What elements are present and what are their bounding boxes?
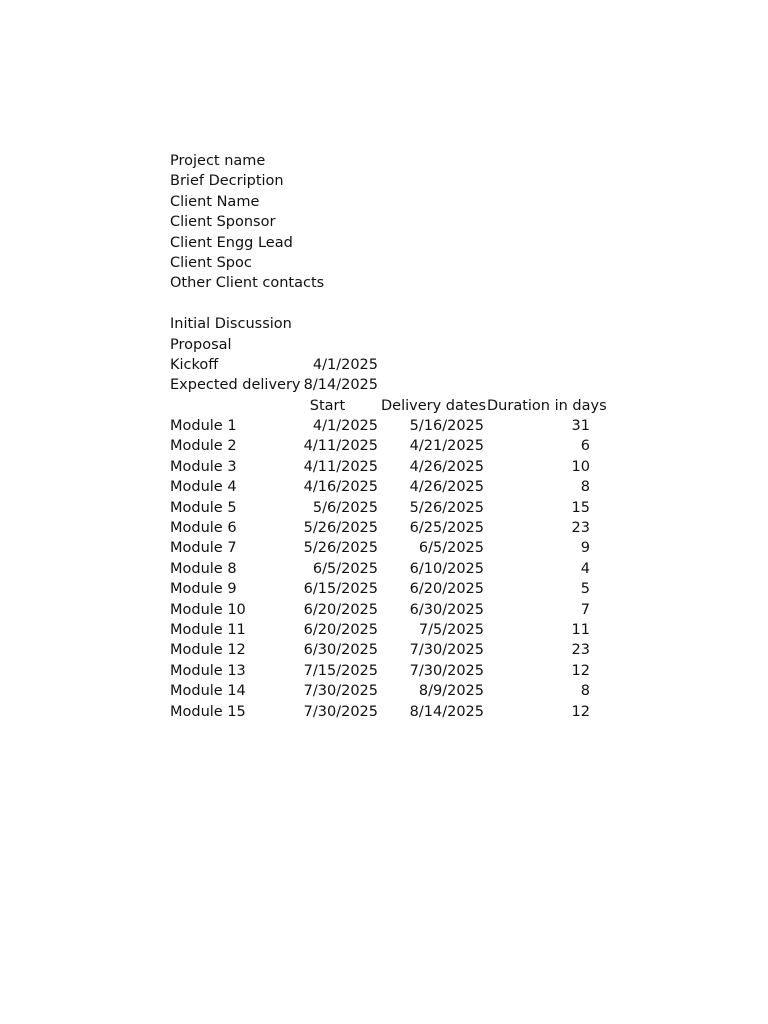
start-date: 6/30/2025 <box>303 642 378 659</box>
delivery-date: 6/30/2025 <box>409 601 484 618</box>
table-row <box>170 600 592 620</box>
duration-days: 12 <box>571 662 590 679</box>
table-row <box>170 518 592 538</box>
field-label: Client Name <box>170 193 260 210</box>
table-row <box>170 681 592 701</box>
start-date: 7/30/2025 <box>303 683 378 700</box>
table-row <box>170 457 592 477</box>
delivery-date: 4/26/2025 <box>409 458 484 475</box>
delivery-dates-header: Delivery dates <box>381 397 487 414</box>
delivery-date: 7/5/2025 <box>418 621 484 638</box>
module-name: Module 6 <box>170 520 237 537</box>
module-name: Module 4 <box>170 479 237 496</box>
duration-days: 31 <box>571 418 590 435</box>
table-row <box>170 477 592 497</box>
duration-days: 6 <box>580 438 590 455</box>
table-row <box>170 640 592 660</box>
proposal-label: Proposal <box>170 336 232 353</box>
duration-days: 12 <box>571 703 590 720</box>
table-row <box>170 620 592 640</box>
initial-discussion-label: Initial Discussion <box>170 316 292 333</box>
module-table-body <box>170 416 592 722</box>
field-row <box>170 273 592 293</box>
start-date: 6/20/2025 <box>303 621 378 638</box>
delivery-date: 6/10/2025 <box>409 560 484 577</box>
delivery-date: 6/5/2025 <box>418 540 484 557</box>
milestone-row <box>170 335 592 355</box>
kickoff-date: 4/1/2025 <box>312 356 378 373</box>
module-name: Module 5 <box>170 499 237 516</box>
start-date: 5/6/2025 <box>312 499 378 516</box>
table-row <box>170 702 592 722</box>
spreadsheet-page <box>170 151 607 722</box>
module-name: Module 3 <box>170 458 237 475</box>
start-date: 7/30/2025 <box>303 703 378 720</box>
start-date: 4/1/2025 <box>312 418 378 435</box>
module-name: Module 14 <box>170 683 246 700</box>
start-date: 6/20/2025 <box>303 601 378 618</box>
start-date: 4/11/2025 <box>303 458 378 475</box>
module-name: Module 9 <box>170 581 237 598</box>
field-row <box>170 171 592 191</box>
field-row <box>170 192 592 212</box>
milestone-row <box>170 375 592 395</box>
table-row <box>170 436 592 456</box>
module-name: Module 2 <box>170 438 237 455</box>
start-date: 6/15/2025 <box>303 581 378 598</box>
table-row <box>170 661 592 681</box>
delivery-date: 5/16/2025 <box>409 418 484 435</box>
table-header-row <box>170 396 607 416</box>
field-label: Project name <box>170 153 266 169</box>
delivery-date: 4/21/2025 <box>409 438 484 455</box>
milestone-row <box>170 355 592 375</box>
table-row <box>170 416 592 436</box>
kickoff-label: Kickoff <box>170 356 219 373</box>
duration-days: 15 <box>571 499 590 516</box>
field-label: Client Engg Lead <box>170 234 293 251</box>
field-label: Client Sponsor <box>170 214 276 231</box>
table-row <box>170 498 592 518</box>
module-name: Module 10 <box>170 601 246 618</box>
expected-delivery-label: Expected delivery <box>170 377 301 394</box>
field-row <box>170 212 592 232</box>
delivery-date: 6/25/2025 <box>409 520 484 537</box>
delivery-date: 5/26/2025 <box>409 499 484 516</box>
field-row <box>170 233 592 253</box>
module-name: Module 13 <box>170 662 246 679</box>
expected-delivery-date: 8/14/2025 <box>303 377 378 394</box>
module-header-blank <box>170 396 275 416</box>
milestone-row <box>170 314 592 334</box>
duration-days: 4 <box>580 560 590 577</box>
module-name: Module 12 <box>170 642 246 659</box>
start-date: 4/16/2025 <box>303 479 378 496</box>
duration-days: 8 <box>580 683 590 700</box>
duration-header: Duration in days <box>487 397 607 414</box>
duration-days: 8 <box>580 479 590 496</box>
delivery-date: 7/30/2025 <box>409 642 484 659</box>
table-row <box>170 559 592 579</box>
field-label: Brief Decription <box>170 173 284 190</box>
duration-days: 23 <box>571 642 590 659</box>
module-name: Module 7 <box>170 540 237 557</box>
start-date: 6/5/2025 <box>312 560 378 577</box>
delivery-date: 7/30/2025 <box>409 662 484 679</box>
module-name: Module 8 <box>170 560 237 577</box>
duration-days: 23 <box>571 520 590 537</box>
delivery-date: 8/9/2025 <box>418 683 484 700</box>
duration-days: 9 <box>580 540 590 557</box>
duration-days: 10 <box>571 458 590 475</box>
field-row <box>170 151 592 171</box>
duration-days: 5 <box>580 581 590 598</box>
start-date: 5/26/2025 <box>303 540 378 557</box>
field-row <box>170 253 592 273</box>
module-name: Module 15 <box>170 703 246 720</box>
delivery-date: 6/20/2025 <box>409 581 484 598</box>
field-label: Client Spoc <box>170 254 252 271</box>
module-name: Module 11 <box>170 621 246 638</box>
blank-row <box>170 294 592 314</box>
delivery-date: 8/14/2025 <box>409 703 484 720</box>
start-date: 5/26/2025 <box>303 520 378 537</box>
start-header: Start <box>309 397 346 414</box>
start-date: 7/15/2025 <box>303 662 378 679</box>
table-row <box>170 579 592 599</box>
table-row <box>170 538 592 558</box>
field-label: Other Client contacts <box>170 275 325 292</box>
delivery-date: 4/26/2025 <box>409 479 484 496</box>
module-name: Module 1 <box>170 418 237 435</box>
start-date: 4/11/2025 <box>303 438 378 455</box>
duration-days: 7 <box>580 601 590 618</box>
duration-days: 11 <box>571 621 590 638</box>
